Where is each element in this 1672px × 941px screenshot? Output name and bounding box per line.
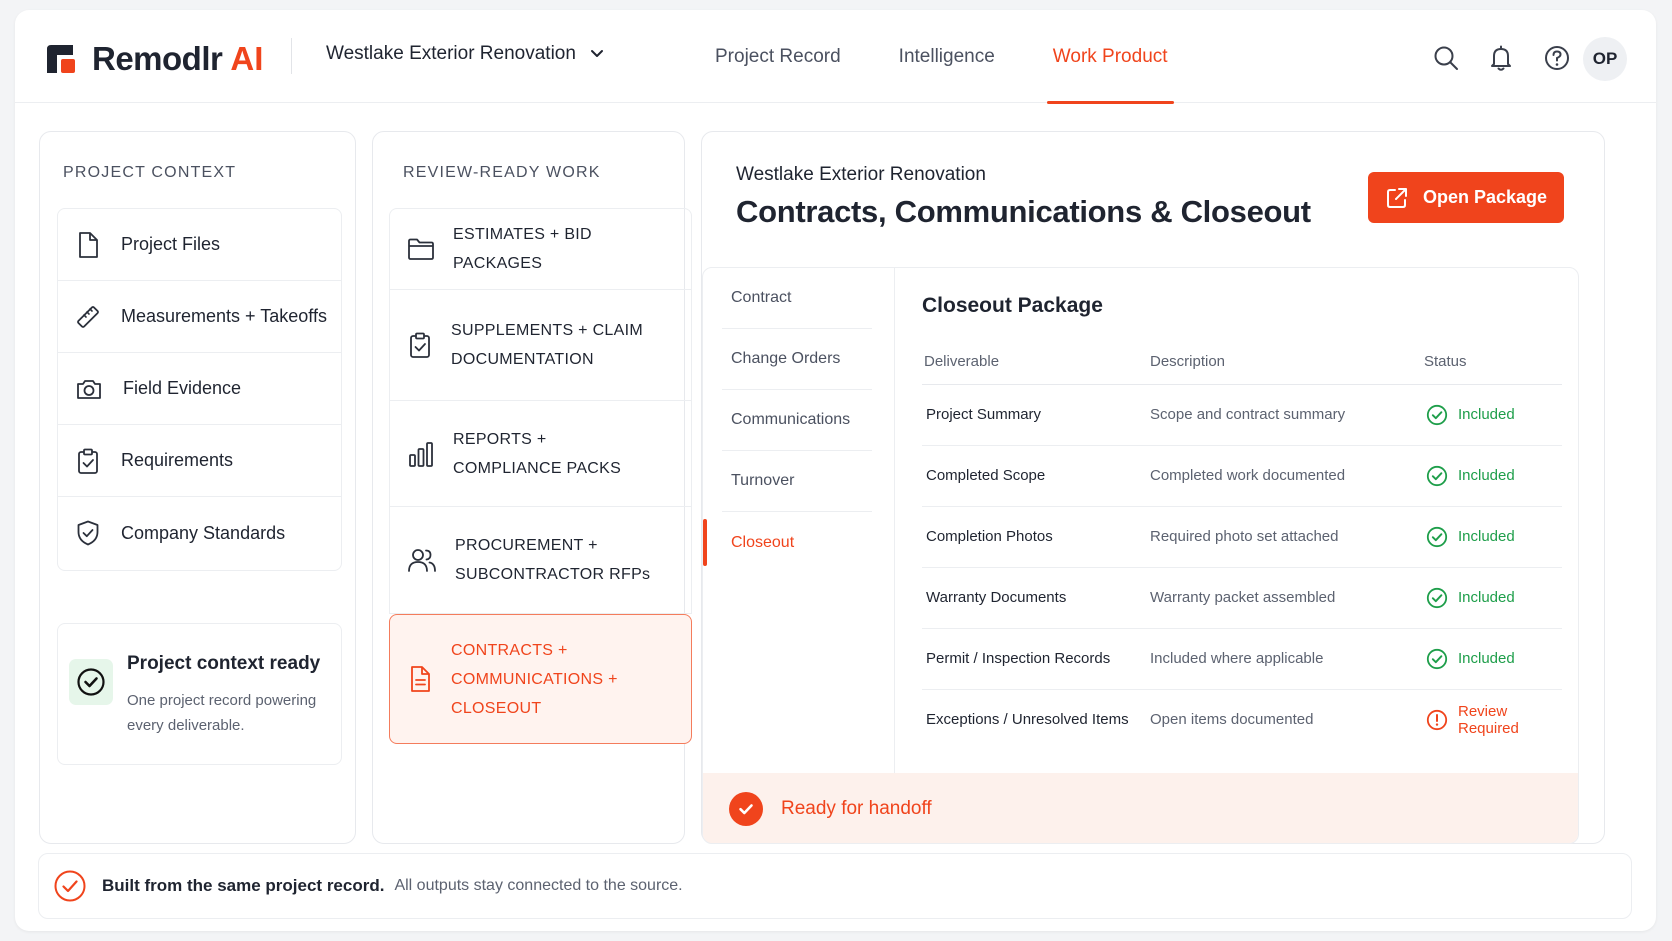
file-icon <box>75 231 101 259</box>
package-detail <box>702 267 1579 844</box>
handoff-banner <box>703 773 1579 844</box>
handoff-label: Ready for handoff <box>781 798 932 819</box>
status-label: Review Required <box>1458 702 1519 737</box>
context-item-label: Requirements <box>121 450 234 470</box>
context-item-field-evidence[interactable] <box>58 353 341 425</box>
column-header-status: Status <box>1422 340 1562 384</box>
status-label: Included <box>1458 650 1515 667</box>
help-icon[interactable] <box>1543 44 1571 72</box>
deliverables-table <box>922 340 1562 750</box>
status-cell <box>1422 506 1562 567</box>
chevron-down-icon <box>590 49 604 59</box>
external-link-icon <box>1385 186 1409 210</box>
check-circle-icon <box>1426 587 1448 609</box>
document-icon <box>407 665 433 693</box>
bar-chart-icon <box>407 440 435 468</box>
status-badge <box>1426 587 1562 609</box>
deliverable-cell: Project Summary <box>922 384 1148 445</box>
work-item-label: REPORTS + COMPLIANCE PACKS <box>453 430 622 477</box>
column-header-deliverable: Deliverable <box>922 340 1148 384</box>
table-header-row <box>922 340 1562 384</box>
status-cell <box>1422 567 1562 628</box>
context-item-measurements[interactable] <box>58 281 341 353</box>
open-package-button[interactable] <box>1368 172 1564 223</box>
check-circle-icon <box>53 869 87 903</box>
table-row[interactable] <box>922 689 1562 750</box>
status-cell <box>1422 384 1562 445</box>
tab-intelligence[interactable]: Intelligence <box>898 45 995 67</box>
work-item-label: CONTRACTS + COMMUNICATIONS + CLOSEOUT <box>451 641 618 717</box>
check-circle-icon <box>76 667 106 697</box>
status-badge <box>1426 404 1562 426</box>
table-row[interactable] <box>922 384 1562 445</box>
description-cell: Warranty packet assembled <box>1148 567 1422 628</box>
footer-bold-text: Built from the same project record. <box>102 876 385 895</box>
app-window <box>15 10 1656 931</box>
status-badge <box>1426 703 1562 737</box>
status-label: Included <box>1458 589 1515 606</box>
deliverable-cell: Completion Photos <box>922 506 1148 567</box>
table-row[interactable] <box>922 567 1562 628</box>
context-item-label: Measurements + Takeoffs <box>121 306 327 326</box>
clipboard-check-icon <box>75 447 101 475</box>
closeout-package-title: Closeout Package <box>922 294 1103 317</box>
work-item-contracts[interactable] <box>389 614 692 744</box>
panel-title: PROJECT CONTEXT <box>63 164 237 181</box>
check-circle-icon <box>1426 404 1448 426</box>
context-item-requirements[interactable] <box>58 425 341 497</box>
table-row[interactable] <box>922 445 1562 506</box>
package-subnav <box>703 268 895 773</box>
clipboard-check-icon <box>407 331 433 359</box>
tab-work-product[interactable]: Work Product <box>1053 10 1168 103</box>
deliverable-cell: Permit / Inspection Records <box>922 628 1148 689</box>
folder-icon <box>407 237 435 261</box>
status-cell <box>1422 445 1562 506</box>
context-item-label: Project Files <box>121 234 221 254</box>
work-item-supplements[interactable] <box>389 289 692 400</box>
check-circle-icon <box>1426 465 1448 487</box>
review-ready-work-panel <box>372 131 685 844</box>
users-icon <box>407 546 437 574</box>
description-cell: Open items documented <box>1150 711 1314 729</box>
table-row[interactable] <box>922 628 1562 689</box>
project-selector[interactable] <box>326 43 604 65</box>
deliverable-cell: Completed Scope <box>922 445 1148 506</box>
status-badge <box>1426 526 1562 548</box>
context-item-company-standards[interactable] <box>58 497 341 569</box>
context-item-label: Field Evidence <box>123 378 242 398</box>
header-divider <box>291 38 292 74</box>
column-header-description: Description <box>1148 340 1422 384</box>
subnav-turnover[interactable]: Turnover <box>722 451 872 512</box>
work-product-panel <box>701 131 1605 844</box>
avatar[interactable]: OP <box>1583 37 1627 81</box>
subnav-change-orders[interactable]: Change Orders <box>722 329 872 390</box>
page-title: Contracts, Communications & Closeout <box>736 194 1311 229</box>
status-label: Included <box>1458 528 1515 545</box>
description-cell: Completed work documented <box>1148 445 1422 506</box>
context-item-project-files[interactable] <box>58 209 341 281</box>
status-badge <box>1426 465 1562 487</box>
alert-circle-icon <box>1426 709 1448 731</box>
logo-icon <box>44 42 78 76</box>
work-list <box>389 208 692 744</box>
tab-project-record[interactable]: Project Record <box>715 45 841 67</box>
panel-title: REVIEW-READY WORK <box>403 164 601 181</box>
project-context-panel <box>39 131 356 844</box>
main-nav <box>715 10 1226 103</box>
footer-bar <box>38 853 1632 919</box>
brand-logo[interactable] <box>44 40 263 78</box>
context-list <box>57 208 342 571</box>
main-subtitle: Westlake Exterior Renovation <box>736 164 986 185</box>
deliverable-cell: Exceptions / Unresolved Items <box>926 711 1129 729</box>
description-cell: Included where applicable <box>1148 628 1422 689</box>
ready-badge <box>69 659 113 705</box>
subnav-contract[interactable]: Contract <box>722 268 872 329</box>
work-item-label: PROCUREMENT + SUBCONTRACTOR RFPs <box>455 537 651 583</box>
footer-text: All outputs stay connected to the source. <box>394 877 683 894</box>
subnav-communications[interactable]: Communications <box>722 390 872 451</box>
brand-name: Remodlr <box>92 40 223 77</box>
status-label: Included <box>1458 467 1515 484</box>
context-item-label: Company Standards <box>121 522 286 543</box>
check-circle-icon <box>1426 648 1448 670</box>
deliverable-cell: Warranty Documents <box>922 567 1148 628</box>
bell-icon[interactable] <box>1487 44 1515 72</box>
check-circle-icon <box>1426 526 1448 548</box>
ruler-icon <box>75 304 101 330</box>
top-header <box>15 10 1656 103</box>
table-row[interactable] <box>922 506 1562 567</box>
camera-icon <box>75 376 103 402</box>
work-item-label: ESTIMATES + BID PACKAGES <box>453 226 592 272</box>
check-circle-icon <box>729 792 763 826</box>
search-icon[interactable] <box>1432 44 1460 72</box>
description-cell: Required photo set attached <box>1148 506 1422 567</box>
work-item-estimates[interactable] <box>389 208 692 289</box>
work-item-label: SUPPLEMENTS + CLAIM DOCUMENTATION <box>451 322 643 368</box>
work-item-procurement[interactable] <box>389 506 692 614</box>
open-package-label: Open Package <box>1422 187 1548 207</box>
work-item-reports[interactable] <box>389 400 692 506</box>
shield-check-icon <box>75 519 101 547</box>
subnav-closeout[interactable]: Closeout <box>722 512 872 573</box>
status-label: Included <box>1458 406 1515 423</box>
brand-suffix: AI <box>230 40 264 77</box>
ready-title: Project context ready <box>127 653 321 674</box>
ready-subtitle: One project record powering every deliverable. <box>127 692 317 734</box>
status-badge <box>1426 648 1562 670</box>
context-ready-card <box>57 623 342 765</box>
status-cell <box>1422 628 1562 689</box>
status-cell <box>1422 689 1562 750</box>
project-selector-label: Westlake Exterior Renovation <box>326 43 576 64</box>
description-cell: Scope and contract summary <box>1148 384 1422 445</box>
